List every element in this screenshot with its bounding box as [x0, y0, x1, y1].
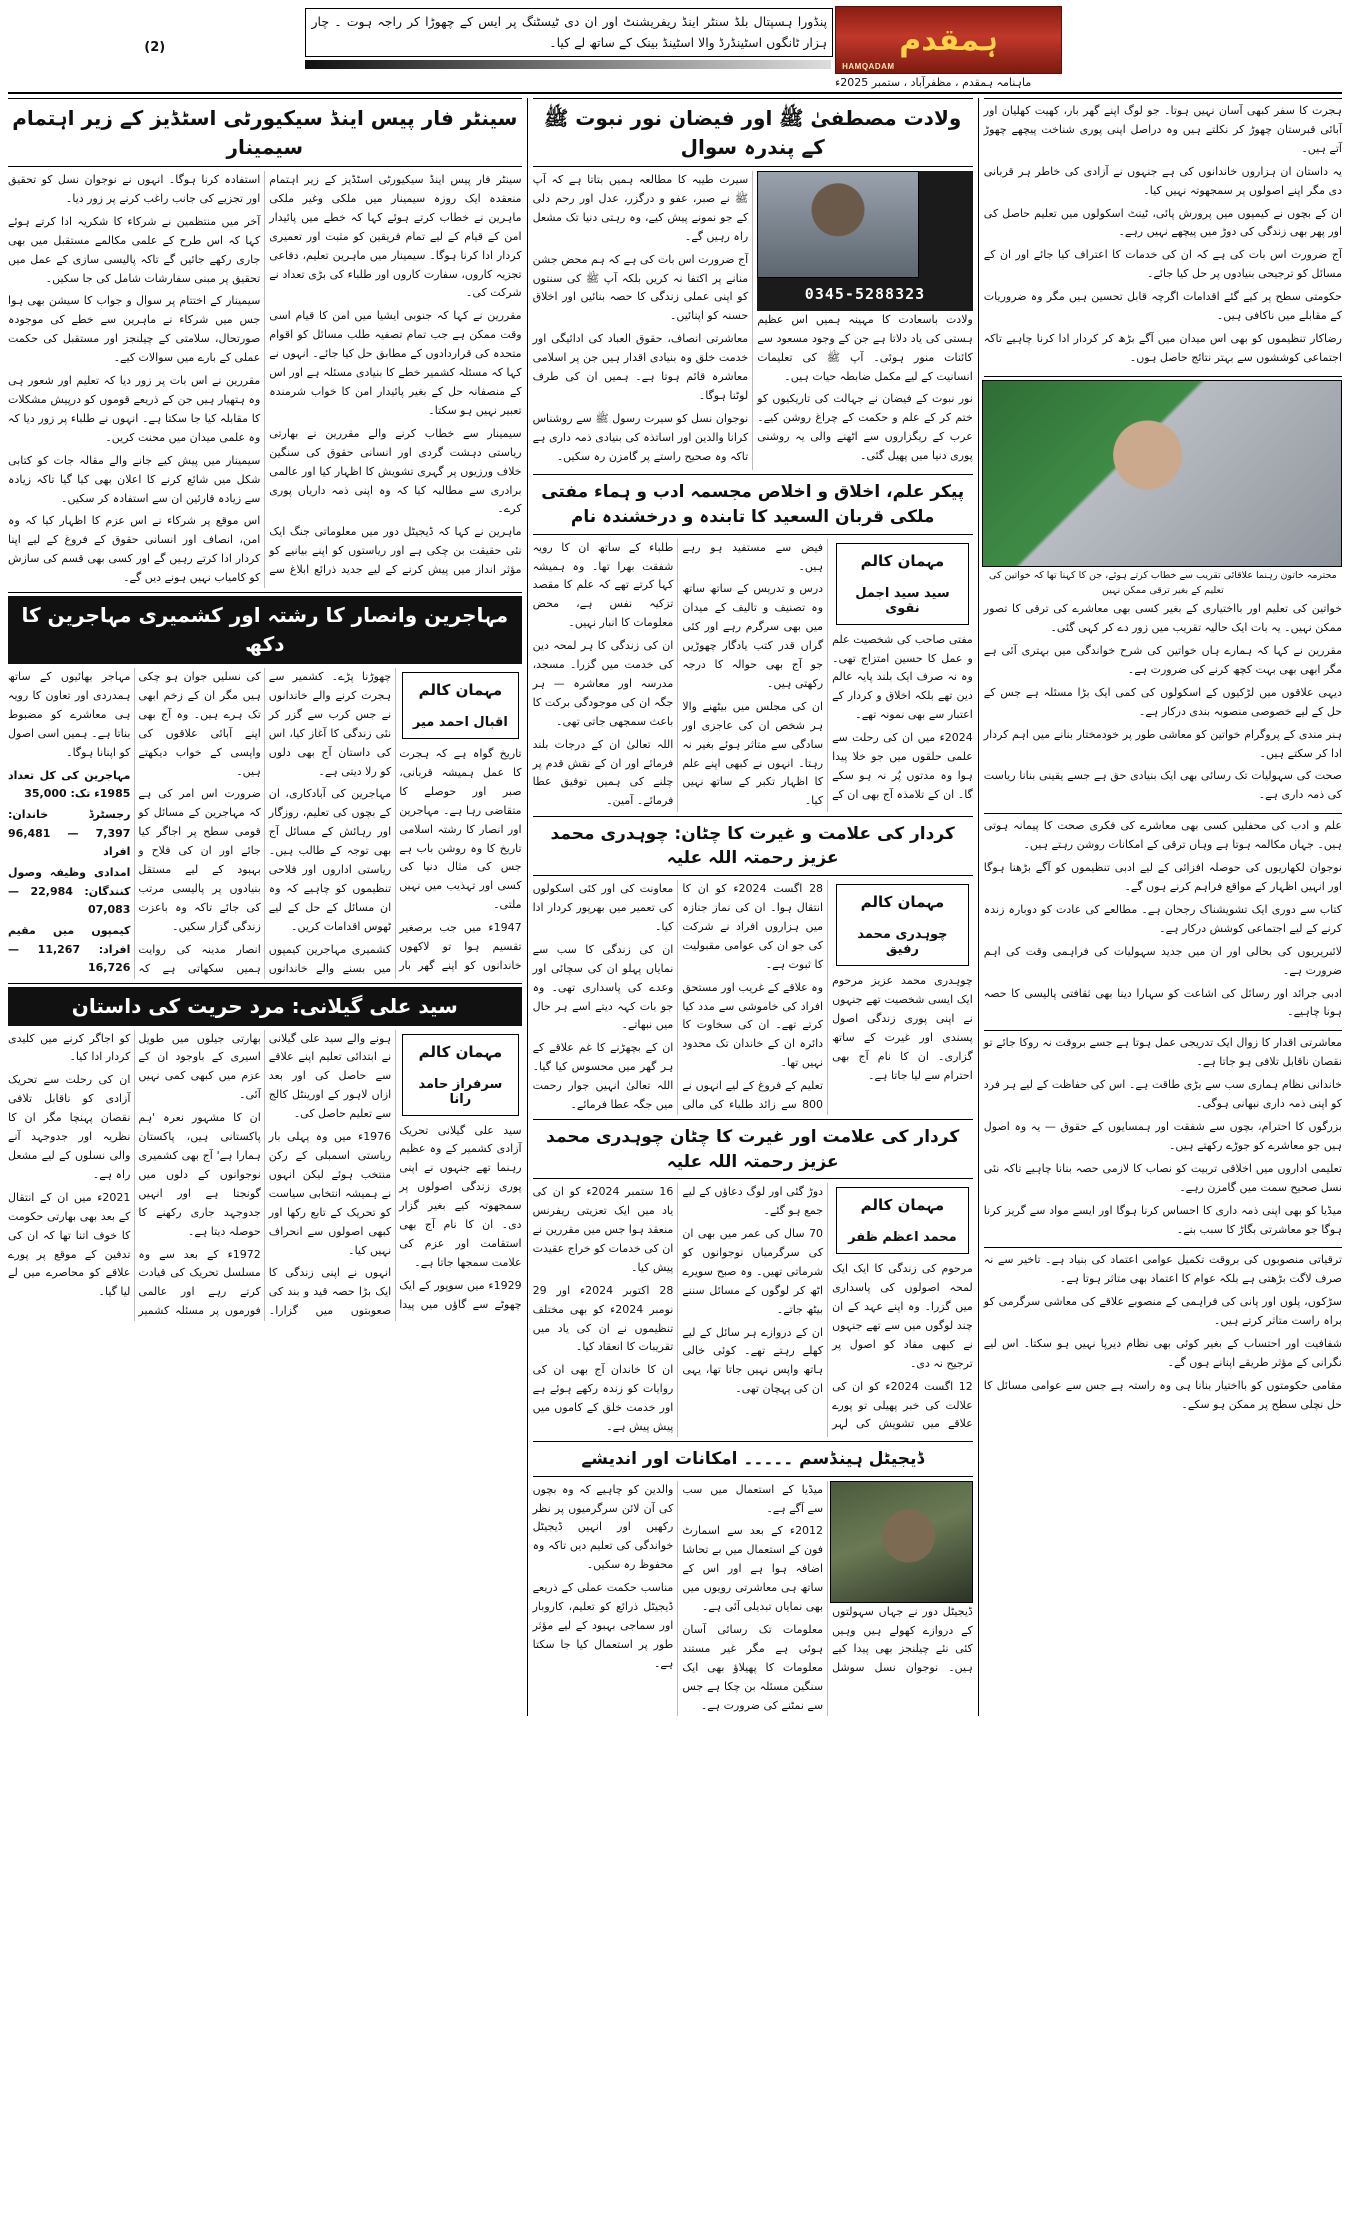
logo-latin-text: HAMQADAM	[842, 62, 895, 71]
paragraph: ماہرین نے کہا کہ ڈیجیٹل دور میں معلوماتی جنگ ایک نئی حقیقت بن چکی ہے اور ریاستوں کو اپنے بیانیے کو مؤثر انداز میں پیش کرنے کے لیے جدید ذرائع ابلاغ سے استفادہ کرنا ہوگا۔ انہوں نے نوجوان نسل کو تحقیق اور تجزیے کی جانب راغب کرنے پر زور دیا۔	[8, 173, 522, 577]
paragraph: ان کے بچھڑنے کا غم علاقے کے ہر گھر میں محسوس کیا گیا۔ اللہ تعالیٰ انہیں جوار رحمت میں جگہ عطا فرمائے۔	[532, 1041, 674, 1112]
stat-item: مہاجرین کی کل تعداد 1985ء تک: 35,000	[8, 768, 131, 801]
page-body	[8, 98, 1342, 1716]
paragraph: مفتی صاحب کی شخصیت علم و عمل کا حسین امتزاج تھی۔ وہ نہ صرف ایک بلند پایہ عالم دین تھے بلکہ اخلاق و کردار کے اعتبار سے بھی نمونہ تھے۔	[832, 632, 973, 722]
headline-digital: ڈیجیٹل ہینڈسم ۔۔۔۔۔ امکانات اور اندیشے	[533, 1445, 973, 1477]
left-top-body	[984, 102, 1342, 368]
article-milad	[533, 98, 973, 470]
author-byline-box-sarfaraz	[402, 1034, 520, 1116]
paragraph: مقررین نے اس بات پر زور دیا کہ تعلیم اور شعور ہی وہ ہتھیار ہیں جن کے ذریعے قوموں کو درپیش مشکلات کا مقابلہ کیا جا سکتا ہے۔ انہوں نے طلباء پر زور دیا کہ وہ علمی میدان میں محنت کریں۔	[8, 374, 261, 444]
paragraph: اللہ تعالیٰ ان کے درجات بلند فرمائے اور ان کے نقش قدم پر چلنے کی ہمیں توفیق عطا فرمائے۔ آمین۔	[532, 737, 674, 808]
author-byline-box-rafique	[836, 884, 970, 966]
left-mid-body	[984, 817, 1342, 1022]
milad-body	[533, 171, 973, 470]
paragraph: دیہی علاقوں میں لڑکیوں کے اسکولوں کی کمی ایک بڑا مسئلہ ہے جس کے حل کے لیے خصوصی منصوبہ بندی درکار ہے۔	[983, 685, 1342, 718]
paragraph: ان کے دروازے ہر سائل کے لیے کھلے رہتے تھے۔ کوئی خالی ہاتھ واپس نہیں جاتا تھا، یہی ان کی پہچان تھی۔	[682, 1325, 824, 1396]
paragraph: کتاب سے دوری ایک تشویشناک رجحان ہے۔ مطالعے کی عادت کو دوبارہ زندہ کرنے کے لیے اجتماعی کوشش درکار ہے۔	[983, 902, 1342, 935]
paragraph: تعلیمی اداروں میں اخلاقی تربیت کو نصاب کا لازمی حصہ بنانا چاہیے تاکہ نئی نسل صحیح سمت میں گامزن رہے۔	[983, 1161, 1342, 1194]
paragraph: ادبی جرائد اور رسائل کی اشاعت کو سہارا دینا بھی ثقافتی پالیسی کا حصہ ہونا چاہیے۔	[983, 986, 1342, 1019]
paragraph: علم و ادب کی محفلیں کسی بھی معاشرے کی فکری صحت کا پیمانہ ہوتی ہیں۔ جہاں مکالمہ ہوتا ہے وہاں ترقی کے امکانات روشن رہتے ہیں۔	[983, 819, 1342, 852]
column-divider	[527, 98, 528, 1716]
paragraph: آج ضرورت اس بات کی ہے کہ ہم محض جشن منانے پر اکتفا نہ کریں بلکہ آپ ﷺ کی سنتوں کو اپنی عملی زندگی کا حصہ بنائیں اور اخلاق حسنہ کو اپنائیں۔	[532, 252, 749, 323]
paragraph: سید علی گیلانی تحریک آزادی کشمیر کے وہ عظیم رہنما تھے جنہوں نے اپنی پوری زندگی اصولوں پر سمجھوتہ کیے بغیر گزار دی۔ ان کا نام آج بھی استقامت اور عزم کی علامت سمجھا جاتا ہے۔	[399, 1123, 522, 1269]
column-kicker: مہمان کالم	[860, 893, 945, 912]
contact-phone: 0345-5288323	[757, 171, 973, 311]
paragraph: اس موقع پر شرکاء نے اس عزم کا اظہار کیا کہ وہ امن، انصاف اور انسانی حقوق کے فروغ کے لیے اپنا کردار ادا کرتے رہیں گے اور کسی بھی قسم کی سازش کو کامیاب نہیں ہونے دیں گے۔	[8, 514, 261, 585]
column-kicker: مہمان کالم	[860, 551, 945, 570]
paragraph: درس و تدریس کے ساتھ ساتھ وہ تصنیف و تالیف کے میدان میں بھی سرگرم رہے اور کئی گراں قدر کتب یادگار چھوڑیں جو آج بھی حوالہ کا درجہ رکھتی ہیں۔	[682, 582, 824, 690]
paragraph: معاشرتی انصاف، حقوق العباد کی ادائیگی اور خدمت خلق وہ بنیادی اقدار ہیں جن پر اسلامی معاشرہ قائم ہوتا ہے۔ ہمیں ان کی طرف لوٹنا ہوگا۔	[532, 332, 749, 402]
paragraph: خواتین کی تعلیم اور بااختیاری کے بغیر کسی بھی معاشرے کی ترقی کا تصور ممکن نہیں۔ یہ بات ایک حالیہ تقریب میں زور دے کر کہی گئی۔	[983, 602, 1342, 635]
photo-caption: محترمہ خاتون رہنما علاقائی تقریب سے خطاب کرتے ہوئے، جن کا کہنا تھا کہ خواتین کی تعلیم کے بغیر ترقی ممکن نہیں	[989, 569, 1337, 596]
paragraph: سڑکوں، پلوں اور پانی کی فراہمی کے منصوبے علاقے کی معاشی سرگرمی کو براہ راست متاثر کرتے ہیں۔	[983, 1295, 1342, 1328]
article-chaudhry-aziz-1	[533, 816, 973, 1115]
publication-logo	[835, 6, 1062, 74]
paragraph: نور نبوت کے فیضان نے جہالت کی تاریکیوں کو ختم کر کے علم و حکمت کے چراغ روشن کیے۔ عرب کے ریگزاروں سے اٹھنے والی یہ روشنی پوری دنیا میں پھیل گئی۔	[757, 392, 973, 463]
paragraph: آخر میں منتظمین نے شرکاء کا شکریہ ادا کرتے ہوئے کہا کہ اس طرح کے علمی مکالمے مستقبل میں بھی جاری رکھے جائیں گے تاکہ پالیسی سازی کے عمل میں تحقیق پر مبنی سفارشات شامل کی جا سکیں۔	[8, 214, 261, 285]
paragraph: ان کی زندگی کا ہر لمحہ دین کی خدمت میں گزرا۔ مسجد، مدرسہ اور معاشرہ — ہر جگہ ان کی موجودگی برکت کا باعث سمجھی جاتی تھی۔	[532, 639, 674, 728]
paragraph: ان کی رحلت سے تحریک آزادی کو ناقابل تلافی نقصان پہنچا مگر ان کا نظریہ اور جدوجہد آنے والی نسلوں کے لیے مشعل راہ ہے۔	[8, 1073, 131, 1181]
paragraph: مرحوم کی زندگی کا ایک ایک لمحہ اصولوں کی پاسداری میں گزرا۔ وہ اپنے عہد کے ان چند لوگوں میں سے تھے جنہوں نے کبھی مفاد کو اصول پر ترجیح نہ دی۔	[832, 1262, 973, 1370]
left-photo-body	[984, 600, 1342, 805]
paragraph: انہوں نے اپنی زندگی کا ایک بڑا حصہ قید و بند کی صعوبتوں میں گزارا۔ بھارتی جیلوں میں طویل اسیری کے باوجود ان کے عزم میں کبھی کمی نہیں آئی۔	[138, 1031, 392, 1318]
photo-author-portrait	[757, 171, 919, 278]
paragraph: طلباء کے ساتھ ان کا رویہ شفقت بھرا تھا۔ وہ ہمیشہ کہا کرتے تھے کہ علم کا مقصد تزکیہ نفس ہے، محض معلومات کا انبار نہیں۔	[532, 540, 674, 630]
paragraph: ان کے بچوں نے کیمپوں میں پرورش پائی، ٹینٹ اسکولوں میں تعلیم حاصل کی اور پھر بھی زندگی کی دوڑ میں پیچھے نہیں رہے۔	[983, 206, 1342, 239]
paragraph: نوجوان نسل کو سیرت رسول ﷺ سے روشناس کرانا والدین اور اساتذہ کی بنیادی ذمہ داری ہے تاکہ وہ صحیح راستے پر گامزن رہ سکیں۔	[532, 411, 749, 463]
paragraph: ولادت باسعادت کا مہینہ ہمیں اس عظیم ہستی کی یاد دلاتا ہے جن کے وجود مسعود سے کائنات منور ہوئی۔ آپ ﷺ کی تعلیمات انسانیت کے لیے مکمل ضابطہ حیات ہیں۔	[757, 312, 973, 383]
paragraph: ضرورت اس امر کی ہے کہ مہاجرین کے مسائل کو قومی سطح پر اجاگر کیا جائے اور ان کی فلاح و بہبود کے لیے مستقل بنیادوں پر پالیسی مرتب کی جائے تاکہ وہ باعزت زندگی گزار سکیں۔	[138, 787, 261, 933]
article-geelani	[8, 983, 522, 1322]
paragraph: 28 اکتوبر 2024ء اور 29 نومبر 2024ء کو بھی مختلف تنظیموں نے ان کی یاد میں تقریبات کا انعقاد کیا۔	[532, 1283, 674, 1354]
author-name: سرفراز حامد رانا	[418, 1076, 503, 1107]
article-seminar	[8, 98, 522, 588]
author-name: محمد اعظم ظفر	[848, 1230, 957, 1246]
article-left-bottom	[984, 1247, 1342, 1418]
author-name: سید سید اجمل نقوی	[855, 585, 950, 616]
paragraph: مقررین نے کہا کہ جنوبی ایشیا میں امن کا قیام اسی وقت ممکن ہے جب تمام تصفیہ طلب مسائل کو اقوام متحدہ کی قراردادوں کے مطابق حل کیا جائے۔ انہوں نے کہا کہ مسئلہ کشمیر خطے کا بنیادی مسئلہ ہے اور اس کے منصفانہ حل کے بغیر پائیدار امن کا خواب شرمندہ تعبیر نہیں ہو سکتا۔	[269, 309, 522, 417]
paragraph: معلومات تک رسائی آسان ہوئی ہے مگر غیر مستند معلومات کا پھیلاؤ بھی ایک سنگین مسئلہ بن چکا ہے جس سے نمٹنے کی ضرورت ہے۔	[682, 1623, 824, 1712]
paragraph: خاندانی نظام ہماری سب سے بڑی طاقت ہے۔ اس کی حفاظت کے لیے ہر فرد کو اپنی ذمہ داری نبھانی ہوگی۔	[983, 1078, 1342, 1111]
page-number: (2)	[144, 40, 166, 55]
paragraph: 1972ء کے بعد سے وہ مسلسل تحریک کی قیادت کرتے رہے اور عالمی فورموں پر مسئلہ کشمیر کو اجاگر کرنے میں کلیدی کردار ادا کیا۔	[8, 1031, 261, 1318]
paragraph: چوہدری محمد عزیز مرحوم ایک ایسی شخصیت تھے جنہوں نے اپنی پوری زندگی اصول پسندی اور غیرت کے ساتھ گزاری۔ ان کا نام آج بھی احترام سے لیا جاتا ہے۔	[832, 974, 973, 1082]
masthead	[8, 6, 1342, 94]
paragraph: مقررین نے کہا کہ ہمارے ہاں خواتین کی شرح خواندگی میں بہتری آئی ہے مگر ابھی بھی بہت کچھ کرنے کی ضرورت ہے۔	[983, 644, 1342, 676]
paragraph: سینٹر فار پیس اینڈ سیکیورٹی اسٹڈیز کے زیر اہتمام منعقدہ ایک روزہ سیمینار میں ملکی وغیر ملکی ماہرین نے خطاب کرتے ہوئے کہا کہ خطے میں پائیدار امن کے قیام کے لیے تمام فریقین کو مثبت اور تعمیری کردار ادا کرنا ہوگا۔ سیمینار میں ماہرین تعلیم، دفاعی تجزیہ کاروں، سفارت کاروں اور طلباء کی بڑی تعداد نے شرکت کی۔	[269, 173, 522, 300]
paragraph: تاریخ گواہ ہے کہ ہجرت کا عمل ہمیشہ قربانی، صبر اور حوصلے کا متقاضی رہا ہے۔ مہاجرین اور انصار کا رشتہ اسلامی تاریخ کا وہ روشن باب ہے جس کی مثال دنیا کی کسی اور تہذیب میں نہیں ملتی۔	[399, 747, 522, 912]
paragraph: 70 سال کی عمر میں بھی ان کی سرگرمیاں نوجوانوں کو شرماتی تھیں۔ وہ صبح سویرے اٹھ کر لوگوں کے مسائل سننے بیٹھ جاتے۔	[682, 1227, 824, 1316]
paragraph: میڈیا کو بھی اپنی ذمہ داری کا احساس کرنا ہوگا اور ایسے مواد سے گریز کرنا ہوگا جو معاشرتی بگاڑ کا سبب بنے۔	[983, 1203, 1342, 1236]
photo-digital-feature	[830, 1481, 973, 1603]
paragraph: ان کی مجلس میں بیٹھنے والا ہر شخص ان کی عاجزی اور سادگی سے متاثر ہوئے بغیر نہ رہتا۔ انہوں نے کبھی اپنے علم کا اظہار تکبر کے ساتھ نہیں کیا۔	[682, 699, 824, 808]
paragraph: لائبریریوں کی بحالی اور ان میں جدید سہولیات کی فراہمی وقت کی اہم ضرورت ہے۔	[983, 944, 1342, 977]
paragraph: آج ضرورت اس بات کی ہے کہ ان کی خدمات کا اعتراف کیا جائے اور ان کے مسائل کو ترجیحی بنیادوں پر حل کیا جائے۔	[983, 248, 1342, 281]
paragraph: نوجوان لکھاریوں کی حوصلہ افزائی کے لیے ادبی تنظیموں کو آگے بڑھنا ہوگا اور انہیں اظہار کے مواقع فراہم کرنے ہوں گے۔	[983, 861, 1342, 893]
headline-muhajireen: مہاجرین وانصار کا رشتہ اور کشمیری مہاجرین کا دکھ	[8, 596, 522, 664]
paragraph: سیمینار میں پیش کیے جانے والے مقالہ جات کو کتابی شکل میں شائع کرنے کا اعلان بھی کیا گیا تاکہ زیادہ سے زیادہ قارئین ان سے استفادہ کر سکیں۔	[8, 453, 261, 505]
article-muhajireen	[8, 592, 522, 979]
paragraph: ہنر مندی کے پروگرام خواتین کو معاشی طور پر خودمختار بنانے میں اہم کردار ادا کر سکتے ہیں۔	[983, 727, 1342, 760]
article-digital	[533, 1441, 973, 1716]
stat-item: رجسٹرڈ خاندان: 7,397 — 96,481 افراد	[8, 807, 131, 859]
dateline: ماہنامہ ہمقدم ، مظفرآباد ، ستمبر 2025ء	[835, 76, 1032, 89]
masthead-right	[835, 6, 1342, 89]
right-column-zone	[8, 98, 522, 1716]
paragraph: 1976ء میں وہ پہلی بار ریاستی اسمبلی کے رکن منتخب ہوئے لیکن انہوں نے ہمیشہ انتخابی سیاست کو تحریک کے تابع رکھا اور کبھی اصولوں سے انحراف نہیں کیا۔	[268, 1130, 392, 1257]
article-mufti	[533, 474, 973, 811]
paragraph: ان کا مشہور نعرہ 'ہم پاکستانی ہیں، پاکستان ہمارا ہے' آج بھی کشمیری نوجوانوں کے دلوں میں گونجتا ہے اور انہیں جدوجہد جاری رکھنے کا حوصلہ دیتا ہے۔	[138, 1111, 261, 1238]
paragraph: معاشرتی اقدار کا زوال ایک تدریجی عمل ہوتا ہے جسے بروقت نہ روکا جائے تو نقصان ناقابل تلافی ہو جاتا ہے۔	[983, 1036, 1342, 1069]
paragraph: شفافیت اور احتساب کے بغیر کوئی بھی نظام دیرپا نہیں ہو سکتا۔ اس لیے نگرانی کے مؤثر طریقے اپنانے ہوں گے۔	[983, 1337, 1342, 1369]
headline-seminar: سینٹر فار پیس اینڈ سیکیورٹی اسٹڈیز کے زیر اہتمام سیمینار	[8, 102, 522, 167]
paragraph: یہ داستان ان ہزاروں خاندانوں کی ہے جنہوں نے آزادی کی خاطر ہر قربانی دی مگر اپنے اصولوں پر سمجھوتہ نہیں کیا۔	[983, 164, 1342, 197]
paragraph: ڈیجیٹل دور نے جہاں سہولتوں کے دروازے کھولے ہیں وہیں کئی نئے چیلنجز بھی پیدا کیے ہیں۔ نوجوان نسل سوشل میڈیا کے استعمال میں سب سے آگے ہے۔	[682, 1482, 973, 1675]
paragraph: 16 ستمبر 2024ء کو ان کی یاد میں ایک تعزیتی ریفرنس منعقد ہوا جس میں مقررین نے ان کی خدمات کو خراج عقیدت پیش کیا۔	[532, 1185, 674, 1274]
column-kicker: مہمان کالم	[418, 1042, 503, 1061]
paragraph: 1929ء میں سوپور کے ایک چھوٹے سے گاؤں میں پیدا ہونے والے سید علی گیلانی نے ابتدائی تعلیم اپنے علاقے سے حاصل کی اور بعد ازاں لاہور کے اورینٹل کالج سے تعلیم حاصل کی۔	[268, 1031, 522, 1311]
column-kicker: مہمان کالم	[418, 681, 503, 700]
author-byline-box-azam	[836, 1187, 970, 1254]
paragraph: 2024ء میں ان کی رحلت سے علمی حلقوں میں جو خلا پیدا ہوا وہ مدتوں پُر نہ ہو سکے گا۔ ان کے تلامذہ آج بھی ان کے فیض سے مستفید ہو رہے ہیں۔	[682, 540, 973, 801]
paragraph: ہجرت کا سفر کبھی آسان نہیں ہوتا۔ جو لوگ اپنے گھر بار، کھیت کھلیان اور آبائی قبرستان چھوڑ کر نکلتے ہیں وہ دراصل اپنی پوری شناخت پیچھے چھوڑ آتے ہیں۔	[983, 104, 1342, 155]
paragraph: ان کی زندگی کا سب سے نمایاں پہلو ان کی سچائی اور وعدے کی پاسداری تھی۔ وہ جو بات کہہ دیتے اسے ہر حال میں نبھاتے۔	[532, 942, 674, 1032]
paragraph: مقامی حکومتوں کو بااختیار بنانا ہی وہ راستہ ہے جس سے عوامی مسائل کا حل نچلی سطح پر ممکن ہو سکے۔	[983, 1378, 1342, 1411]
middle-column-zone	[533, 98, 973, 1716]
left-bottom-body	[984, 1251, 1342, 1414]
masthead-center	[301, 6, 835, 89]
paragraph: حکومتی سطح پر کیے گئے اقدامات اگرچہ قابل تحسین ہیں مگر وہ ضروریات کے مقابلے میں ناکافی ہیں۔	[983, 290, 1342, 323]
paragraph: رضاکار تنظیموں کو بھی اس میدان میں آگے بڑھ کر کردار ادا کرنا چاہیے تاکہ اجتماعی کوششوں سے بہتر نتائج حاصل ہوں۔	[983, 331, 1342, 364]
article-left-lower	[984, 1030, 1342, 1243]
paragraph: تعلیم کے فروغ کے لیے انہوں نے 800 سے زائد طلباء کی مالی معاونت کی اور کئی اسکولوں کی تعمیر میں بھرپور کردار ادا کیا۔	[532, 882, 824, 1112]
paragraph: انصار مدینہ کی روایت ہمیں سکھاتی ہے کہ مہاجر بھائیوں کے ساتھ ہمدردی اور تعاون کا رویہ ہی معاشرے کو مضبوط بناتا ہے۔ ہمیں اسی اصول کو اپنانا ہوگا۔	[8, 670, 261, 975]
column-divider	[978, 98, 979, 1716]
headline-chaudhry-aziz-2: کردار کی علامت اور غیرت کا چٹان چوہدری محمد عزیز رحمتہ اللہ علیہ	[533, 1123, 973, 1179]
seminar-body	[8, 171, 522, 588]
author-name: اقبال احمد میر	[412, 715, 508, 731]
paragraph: 2021ء میں ان کے انتقال کے بعد بھی بھارتی حکومت کا خوف اتنا تھا کہ ان کی تدفین کے موقع پر پورے علاقے کو محاصرے میں لے لیا گیا۔	[8, 1190, 131, 1299]
paragraph: وہ علاقے کے غریب اور مستحق افراد کی خاموشی سے مدد کیا کرتے تھے۔ ان کی سخاوت کا دائرہ ان کے خاندان تک محدود نہیں تھا۔	[682, 980, 824, 1070]
paragraph: ترقیاتی منصوبوں کی بروقت تکمیل عوامی اعتماد کی بنیاد ہے۔ تاخیر سے نہ صرف لاگت بڑھتی ہے بلکہ عوام کا اعتماد بھی متاثر ہوتا ہے۔	[983, 1253, 1342, 1286]
headline-mufti: پیکر علم، اخلاق و اخلاص مجسمہ ادب و ہماء مفتی ملکی قربان السعید کا تابندہ و درخشندہ نام	[533, 478, 973, 534]
muhajireen-statistics	[8, 767, 130, 979]
headline-geelani: سید علی گیلانی: مرد حریت کی داستان	[8, 987, 522, 1026]
paragraph: کشمیری مہاجرین کیمپوں میں بسنے والے خاندانوں کی نسلیں جوان ہو چکی ہیں مگر ان کے زخم ابھی تک ہرے ہیں۔ وہ آج بھی اپنے آبائی علاقوں کی واپسی کے خواب دیکھتے ہیں۔	[138, 670, 392, 975]
headline-chaudhry-aziz-1: کردار کی علامت و غیرت کا چٹان: چوہدری محمد عزیز رحمتہ اللہ علیہ	[533, 820, 973, 876]
logo-text: ہمقدم	[899, 22, 998, 58]
author-name: چوہدری محمد رفیق	[857, 927, 948, 958]
lead-strip-text: پنڈورا ہسپتال بلڈ سنٹر اینڈ ریفریشنٹ اور ان دی ٹیسٹنگ پر ایس کے چھوڑا کر راجہ ہوت ۔ چار ہزار ٹانگوں اسٹینڈرڈ والا اسٹینڈ بینک کے ساتھ لے کیا۔	[305, 8, 833, 57]
paragraph: صحت کی سہولیات تک رسائی بھی ایک بنیادی حق ہے جسے یقینی بنانا ریاست کی ذمہ داری ہے۔	[983, 769, 1342, 802]
article-left-photo	[984, 376, 1342, 810]
paragraph: والدین کو چاہیے کہ وہ بچوں کی آن لائن سرگرمیوں پر نظر رکھیں اور انہیں ڈیجیٹل خواندگی کی تعلیم دیں تاکہ وہ محفوظ رہ سکیں۔	[532, 1482, 674, 1572]
article-left-top	[984, 98, 1342, 372]
stat-item: کیمپوں میں مقیم افراد: 11,267 — 16,726	[8, 924, 131, 975]
decorative-gradient-bar	[305, 60, 831, 69]
paragraph: 1947ء میں جب برصغیر تقسیم ہوا تو لاکھوں خاندانوں کو اپنے گھر بار چھوڑنا پڑے۔ کشمیر سے ہجرت کرنے والے خاندانوں نے جس کرب سے گزر کر نئی زندگی کا آغاز کیا، اس کی داستان آج بھی دلوں کو رلا دیتی ہے۔	[268, 670, 522, 972]
paragraph: سیمینار سے خطاب کرنے والے مقررین نے بھارتی ریاستی دہشت گردی اور انسانی حقوق کی سنگین خلاف ورزیوں پر گہری تشویش کا اظہار کیا اور عالمی برادری سے مطالبہ کیا کہ وہ اپنی ذمہ داریاں پوری کرے۔	[269, 426, 522, 516]
paragraph: ان کا خاندان آج بھی ان کی روایات کو زندہ رکھے ہوئے ہے اور خدمت خلق کے کاموں میں پیش پیش ہے۔	[532, 1363, 674, 1434]
stat-item: امدادی وظیفہ وصول کنندگان: 22,984 — 07,083	[8, 866, 131, 917]
photo-female-speaker	[982, 380, 1342, 567]
paragraph: سیمینار کے اختتام پر سوال و جواب کا سیشن بھی ہوا جس میں شرکاء نے ماہرین سے خطے کی موجودہ صورتحال، سلامتی کے چیلنجز اور مستقبل کی حکمت عملی کے بارے میں سوالات کیے۔	[8, 294, 261, 365]
author-byline-box-iqbal	[402, 672, 520, 739]
left-lower-body	[984, 1034, 1342, 1239]
headline-milad: ولادت مصطفیٰ ﷺ اور فیضان نور نبوت ﷺ کے پندرہ سوال	[533, 102, 973, 167]
paragraph: 28 اگست 2024ء کو ان کا انتقال ہوا۔ ان کی نماز جنازہ میں ہزاروں افراد نے شرکت کی جو ان کی عوامی مقبولیت کا ثبوت ہے۔	[682, 882, 824, 971]
author-byline-box-mufti	[836, 543, 970, 625]
paragraph: 12 اگست 2024ء کو ان کی علالت کی خبر پھیلی تو پورے علاقے میں تشویش کی لہر دوڑ گئی اور لوگ دعاؤں کے لیے جمع ہو گئے۔	[682, 1185, 973, 1431]
paragraph: 2012ء کے بعد سے اسمارٹ فون کے استعمال میں بے تحاشا اضافہ ہوا ہے اور اس کے ساتھ ہی معاشرتی رویوں میں بھی نمایاں تبدیلی آئی ہے۔	[682, 1524, 824, 1614]
paragraph: مہاجرین کی آبادکاری، ان کے بچوں کی تعلیم، روزگار اور رہائش کے مسائل آج بھی توجہ کے طالب ہیں۔ ریاستی اداروں اور فلاحی تنظیموں کو چاہیے کہ وہ ان مسائل کے حل کے لیے ٹھوس اقدامات کریں۔	[268, 787, 392, 933]
paragraph: بزرگوں کا احترام، بچوں سے شفقت اور ہمسایوں کے حقوق — یہ وہ اصول ہیں جو معاشرے کو جوڑے رکھتے ہیں۔	[983, 1119, 1342, 1152]
paragraph: مناسب حکمت عملی کے ذریعے ڈیجیٹل ذرائع کو تعلیم، کاروبار اور سماجی بہبود کے لیے مؤثر طور پر استعمال کیا جا سکتا ہے۔	[532, 1581, 674, 1670]
paragraph: سیرت طیبہ کا مطالعہ ہمیں بتاتا ہے کہ آپ ﷺ نے صبر، عفو و درگزر، عدل اور رحم دلی کے جو نمونے پیش کیے، وہ رہتی دنیا تک مشعل راہ رہیں گے۔	[532, 173, 749, 243]
column-kicker: مہمان کالم	[860, 1196, 945, 1215]
article-left-mid	[984, 813, 1342, 1026]
article-chaudhry-aziz-2	[533, 1119, 973, 1437]
masthead-left	[8, 6, 301, 89]
left-column-zone	[984, 98, 1342, 1716]
